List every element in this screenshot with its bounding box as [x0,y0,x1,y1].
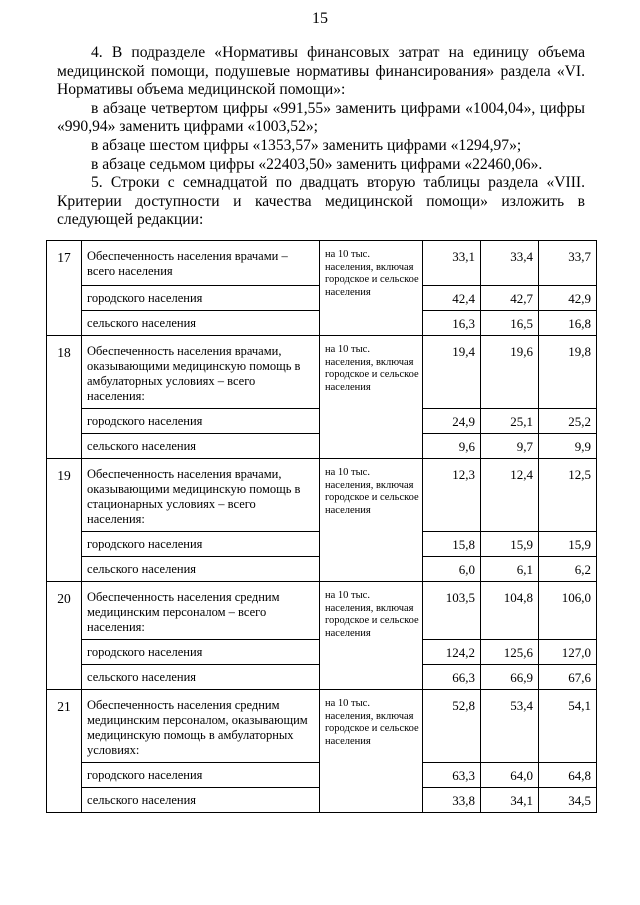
value-cell-year-2: 64,0 [481,763,539,788]
value-cell-year-2: 6,1 [481,557,539,582]
indicator-name-urban: городского населения [82,640,320,665]
value-cell-year-3: 6,2 [539,557,597,582]
indicator-name-urban: городского населения [82,286,320,311]
value-cell-year-2: 9,7 [481,434,539,459]
table-row [47,241,597,286]
document-text [57,44,585,230]
value-cell-year-3: 9,9 [539,434,597,459]
table-row [47,336,597,409]
value-cell-year-1: 63,3 [423,763,481,788]
value-cell-year-2: 125,6 [481,640,539,665]
value-cell-year-3: 54,1 [539,690,597,763]
paragraph-item-4: 4. В подразделе «Нормативы финансовых затрат на единицу объема медицинской помощи, подушевые нормативы финансирования» раздела «VI. Нормативы объема медицинской помощи»: [57,44,585,99]
paragraph-item-5: 5. Строки с семнадцатой по двадцать вторую таблицы раздела «VIII. Критерии доступности и качества медицинской помощи» изложить в следующей редакции: [57,174,585,229]
value-cell-year-2: 34,1 [481,788,539,813]
unit-cell: на 10 тыс. населения, включая городское и сельское населения [320,336,423,459]
value-cell-year-1: 103,5 [423,582,481,640]
value-cell-year-2: 25,1 [481,409,539,434]
value-cell-year-1: 52,8 [423,690,481,763]
value-cell-year-2: 66,9 [481,665,539,690]
value-cell-year-2: 19,6 [481,336,539,409]
value-cell-year-3: 127,0 [539,640,597,665]
indicator-name-rural: сельского населения [82,788,320,813]
value-cell-year-2: 33,4 [481,241,539,286]
page-number: 15 [312,10,328,27]
unit-cell: на 10 тыс. населения, включая городское и сельское населения [320,241,423,336]
indicator-name-rural: сельского населения [82,311,320,336]
indicator-name-total: Обеспеченность населения средним медицинским персоналом, оказывающим медицинскую помощь в амбулаторных условиях: [82,690,320,763]
indicator-name-urban: городского населения [82,532,320,557]
value-cell-year-2: 53,4 [481,690,539,763]
indicator-name-total: Обеспеченность населения врачами, оказывающими медицинскую помощь в амбулаторных условиях – всего населения: [82,336,320,409]
value-cell-year-3: 16,8 [539,311,597,336]
value-cell-year-3: 42,9 [539,286,597,311]
value-cell-year-3: 25,2 [539,409,597,434]
value-cell-year-1: 19,4 [423,336,481,409]
indicator-name-rural: сельского населения [82,434,320,459]
row-number: 21 [47,690,82,813]
value-cell-year-1: 42,4 [423,286,481,311]
value-cell-year-1: 6,0 [423,557,481,582]
value-cell-year-3: 15,9 [539,532,597,557]
indicator-name-urban: городского населения [82,409,320,434]
table-row [47,459,597,532]
value-cell-year-1: 15,8 [423,532,481,557]
value-cell-year-1: 12,3 [423,459,481,532]
value-cell-year-3: 106,0 [539,582,597,640]
value-cell-year-1: 33,1 [423,241,481,286]
criteria-table [46,240,597,813]
unit-cell: на 10 тыс. населения, включая городское и сельское населения [320,582,423,690]
indicator-name-total: Обеспеченность населения врачами – всего населения [82,241,320,286]
row-number: 18 [47,336,82,459]
paragraph-abzac-7: в абзаце седьмом цифры «22403,50» заменить цифрами «22460,06». [91,155,543,173]
value-cell-year-3: 34,5 [539,788,597,813]
indicator-name-urban: городского населения [82,763,320,788]
value-cell-year-1: 16,3 [423,311,481,336]
unit-cell: на 10 тыс. населения, включая городское и сельское населения [320,690,423,813]
value-cell-year-1: 9,6 [423,434,481,459]
value-cell-year-3: 33,7 [539,241,597,286]
value-cell-year-2: 104,8 [481,582,539,640]
value-cell-year-2: 16,5 [481,311,539,336]
value-cell-year-2: 15,9 [481,532,539,557]
row-number: 20 [47,582,82,690]
value-cell-year-2: 42,7 [481,286,539,311]
row-number: 17 [47,241,82,336]
value-cell-year-3: 67,6 [539,665,597,690]
indicator-name-total: Обеспеченность населения врачами, оказывающими медицинскую помощь в стационарных условиях – всего населения: [82,459,320,532]
paragraph-abzac-4: в абзаце четвертом цифры «991,55» заменить цифрами «1004,04», цифры «990,94» заменить цифрами «1003,52»; [57,99,585,136]
row-number: 19 [47,459,82,582]
value-cell-year-3: 64,8 [539,763,597,788]
value-cell-year-3: 19,8 [539,336,597,409]
value-cell-year-1: 66,3 [423,665,481,690]
value-cell-year-1: 124,2 [423,640,481,665]
indicator-name-rural: сельского населения [82,665,320,690]
value-cell-year-1: 24,9 [423,409,481,434]
value-cell-year-2: 12,4 [481,459,539,532]
unit-cell: на 10 тыс. населения, включая городское и сельское населения [320,459,423,582]
paragraph-abzac-6: в абзаце шестом цифры «1353,57» заменить цифрами «1294,97»; [91,136,522,154]
table-row [47,690,597,763]
indicator-name-total: Обеспеченность населения средним медицинским персоналом – всего населения: [82,582,320,640]
table-row [47,582,597,640]
value-cell-year-3: 12,5 [539,459,597,532]
indicator-name-rural: сельского населения [82,557,320,582]
value-cell-year-1: 33,8 [423,788,481,813]
